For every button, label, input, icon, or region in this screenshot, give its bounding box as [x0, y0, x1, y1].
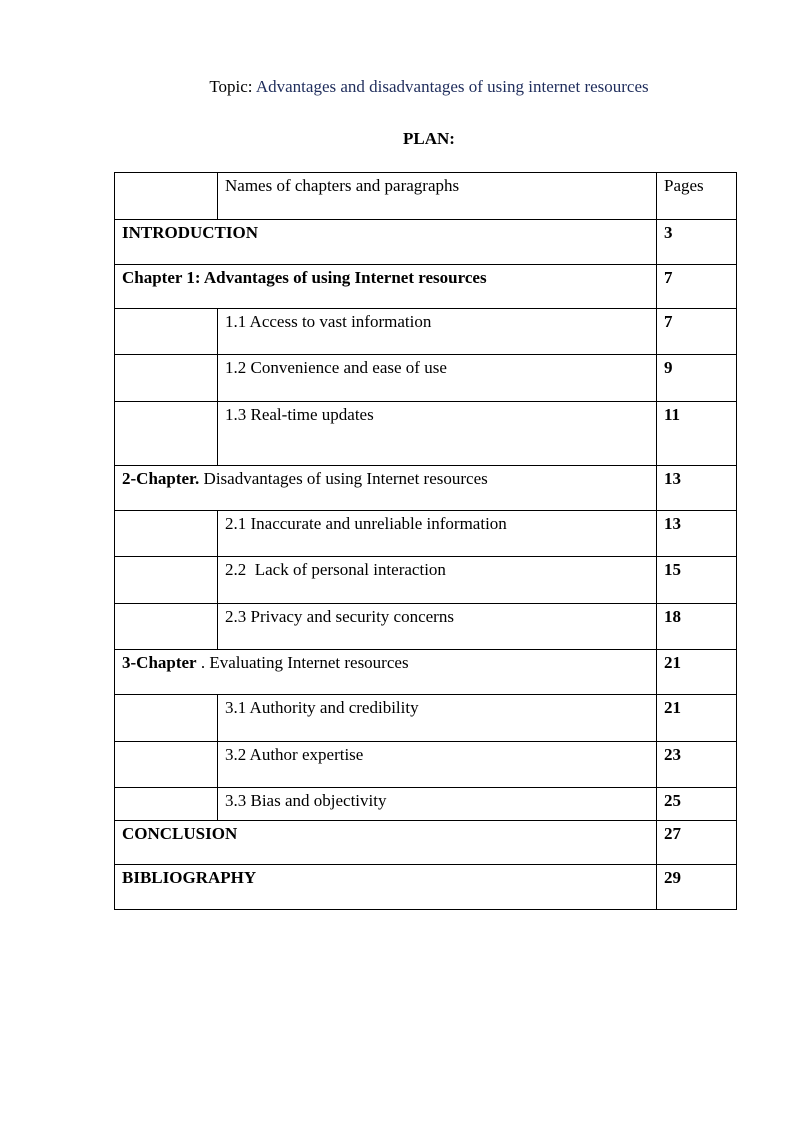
table-row-1-1 [115, 309, 737, 355]
paragraph-cell: 1.1 Access to vast information [218, 309, 657, 355]
indent-cell [115, 788, 218, 821]
page-cell: 18 [657, 604, 737, 650]
table-row-bibliography [115, 865, 737, 910]
chapter-label-bold: CONCLUSION [122, 824, 238, 843]
table-row-introduction [115, 220, 737, 265]
chapter-label-bold: Chapter 1: Advantages of using Internet resources [122, 268, 487, 287]
paragraph-cell: 2.1 Inaccurate and unreliable information [218, 511, 657, 557]
indent-cell [115, 402, 218, 466]
chapter-cell [115, 821, 657, 865]
page-cell: 7 [657, 265, 737, 309]
topic-prefix: Topic: [209, 77, 256, 96]
chapter-cell [115, 650, 657, 695]
page-cell: 25 [657, 788, 737, 821]
paragraph-cell: 2.3 Privacy and security concerns [218, 604, 657, 650]
chapter-label-bold: 3-Chapter [122, 653, 197, 672]
chapter-label-bold: 2-Chapter. [122, 469, 200, 488]
chapter-label-bold: INTRODUCTION [122, 223, 259, 242]
chapter-label-normal: Disadvantages of using Internet resources [199, 469, 488, 488]
chapter-cell [115, 466, 657, 511]
topic-title: Advantages and disadvantages of using internet resources [255, 77, 649, 96]
header-empty-cell [115, 173, 218, 220]
page-cell: 21 [657, 650, 737, 695]
indent-cell [115, 604, 218, 650]
chapter-label-normal: . Evaluating Internet resources [196, 653, 409, 672]
table-row-2-3 [115, 604, 737, 650]
table-row-3-3 [115, 788, 737, 821]
paragraph-cell: 1.2 Convenience and ease of use [218, 355, 657, 402]
chapter-cell [115, 265, 657, 309]
indent-cell [115, 695, 218, 742]
plan-table [114, 172, 737, 910]
indent-cell [115, 742, 218, 788]
paragraph-cell: 1.3 Real-time updates [218, 402, 657, 466]
table-row-2-1 [115, 511, 737, 557]
indent-cell [115, 355, 218, 402]
page-cell: 11 [657, 402, 737, 466]
page-cell: 9 [657, 355, 737, 402]
chapter-cell [115, 865, 657, 910]
table-row-chapter-3 [115, 650, 737, 695]
plan-title: PLAN: [403, 129, 455, 148]
table-row-1-2 [115, 355, 737, 402]
table-row-2-2 [115, 557, 737, 604]
page-cell: 21 [657, 695, 737, 742]
paragraph-cell: 3.3 Bias and objectivity [218, 788, 657, 821]
page-cell: 13 [657, 466, 737, 511]
header-pages-cell: Pages [657, 173, 737, 220]
chapter-cell [115, 220, 657, 265]
page-cell: 7 [657, 309, 737, 355]
table-row-chapter-1 [115, 265, 737, 309]
paragraph-cell: 2.2 Lack of personal interaction [218, 557, 657, 604]
page-cell: 13 [657, 511, 737, 557]
table-row-3-2 [115, 742, 737, 788]
table-row-conclusion [115, 821, 737, 865]
page-cell: 15 [657, 557, 737, 604]
chapter-label-bold: BIBLIOGRAPHY [122, 868, 257, 887]
table-row-chapter-2 [115, 466, 737, 511]
page-cell: 23 [657, 742, 737, 788]
indent-cell [115, 511, 218, 557]
indent-cell [115, 309, 218, 355]
page-cell: 27 [657, 821, 737, 865]
indent-cell [115, 557, 218, 604]
topic-line [0, 77, 800, 97]
header-names-cell: Names of chapters and paragraphs [218, 173, 657, 220]
page-cell: 29 [657, 865, 737, 910]
table-header-row [115, 173, 737, 220]
table-row-3-1 [115, 695, 737, 742]
page-cell: 3 [657, 220, 737, 265]
table-row-1-3 [115, 402, 737, 466]
paragraph-cell: 3.1 Authority and credibility [218, 695, 657, 742]
paragraph-cell: 3.2 Author expertise [218, 742, 657, 788]
